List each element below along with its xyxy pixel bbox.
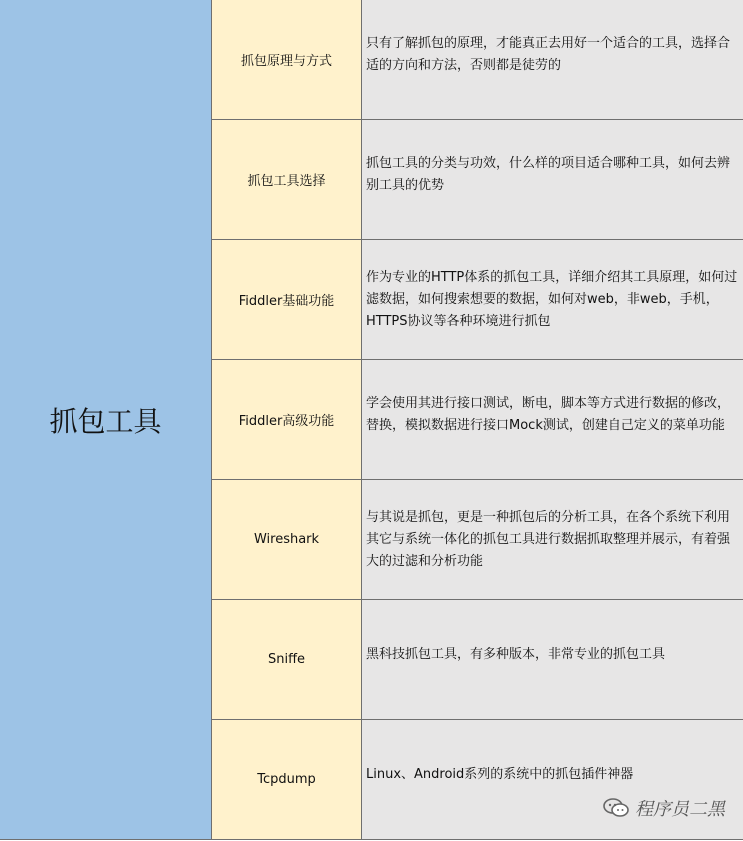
tool-name: 抓包原理与方式	[240, 54, 332, 69]
watermark	[603, 795, 725, 821]
tool-desc: 黑科技抓包工具，有多种版本，非常专业的抓包工具	[366, 646, 666, 662]
tool-desc-cell	[362, 120, 743, 240]
tool-name: Sniffe	[267, 652, 306, 667]
tool-desc: 作为专业的HTTP体系的抓包工具，详细介绍其工具原理，如何过滤数据，如何搜索想要的数据，如何对web，非web，手机，HTTPS协议等各种环境进行抓包	[366, 269, 738, 329]
tool-name: Fiddler高级功能	[238, 414, 335, 429]
tool-desc-cell	[362, 480, 743, 600]
tool-desc: 抓包工具的分类与功效，什么样的项目适合哪种工具，如何去辨别工具的优势	[366, 155, 731, 193]
tool-desc: 与其说是抓包，更是一种抓包后的分析工具，在各个系统下利用其它与系统一体化的抓包工具进行数据抓取整理并展示，有着强大的过滤和分析功能	[366, 509, 731, 569]
tool-desc: Linux、Android系列的系统中的抓包插件神器	[366, 766, 634, 782]
tool-desc-cell	[362, 360, 743, 480]
tool-desc: 学会使用其进行接口测试，断电，脚本等方式进行数据的修改，替换，模拟数据进行接口Mock测试，创建自己定义的菜单功能	[366, 395, 731, 433]
wechat-icon	[603, 798, 629, 818]
tool-desc: 只有了解抓包的原理，才能真正去用好一个适合的工具，选择合适的方向和方法，否则都是徒劳的	[366, 35, 731, 73]
tool-desc-cell	[362, 720, 743, 840]
tool-name-cell	[212, 600, 362, 720]
tool-desc-cell	[362, 0, 743, 120]
tool-name: 抓包工具选择	[247, 174, 326, 189]
watermark-text: 程序员二黑	[635, 799, 725, 820]
tool-name-cell	[212, 720, 362, 840]
tool-name-cell	[212, 240, 362, 360]
tool-name-cell	[212, 120, 362, 240]
tool-name: Fiddler基础功能	[238, 294, 335, 309]
tool-name: Wireshark	[253, 532, 320, 547]
tool-desc-cell	[362, 600, 743, 720]
tool-name: Tcpdump	[257, 772, 316, 787]
tool-name-cell	[212, 360, 362, 480]
tool-desc-cell	[362, 240, 743, 360]
tool-name-cell	[212, 0, 362, 120]
tool-name-cell	[212, 480, 362, 600]
category-label: 抓包工具	[49, 404, 162, 438]
category-cell	[0, 0, 212, 840]
